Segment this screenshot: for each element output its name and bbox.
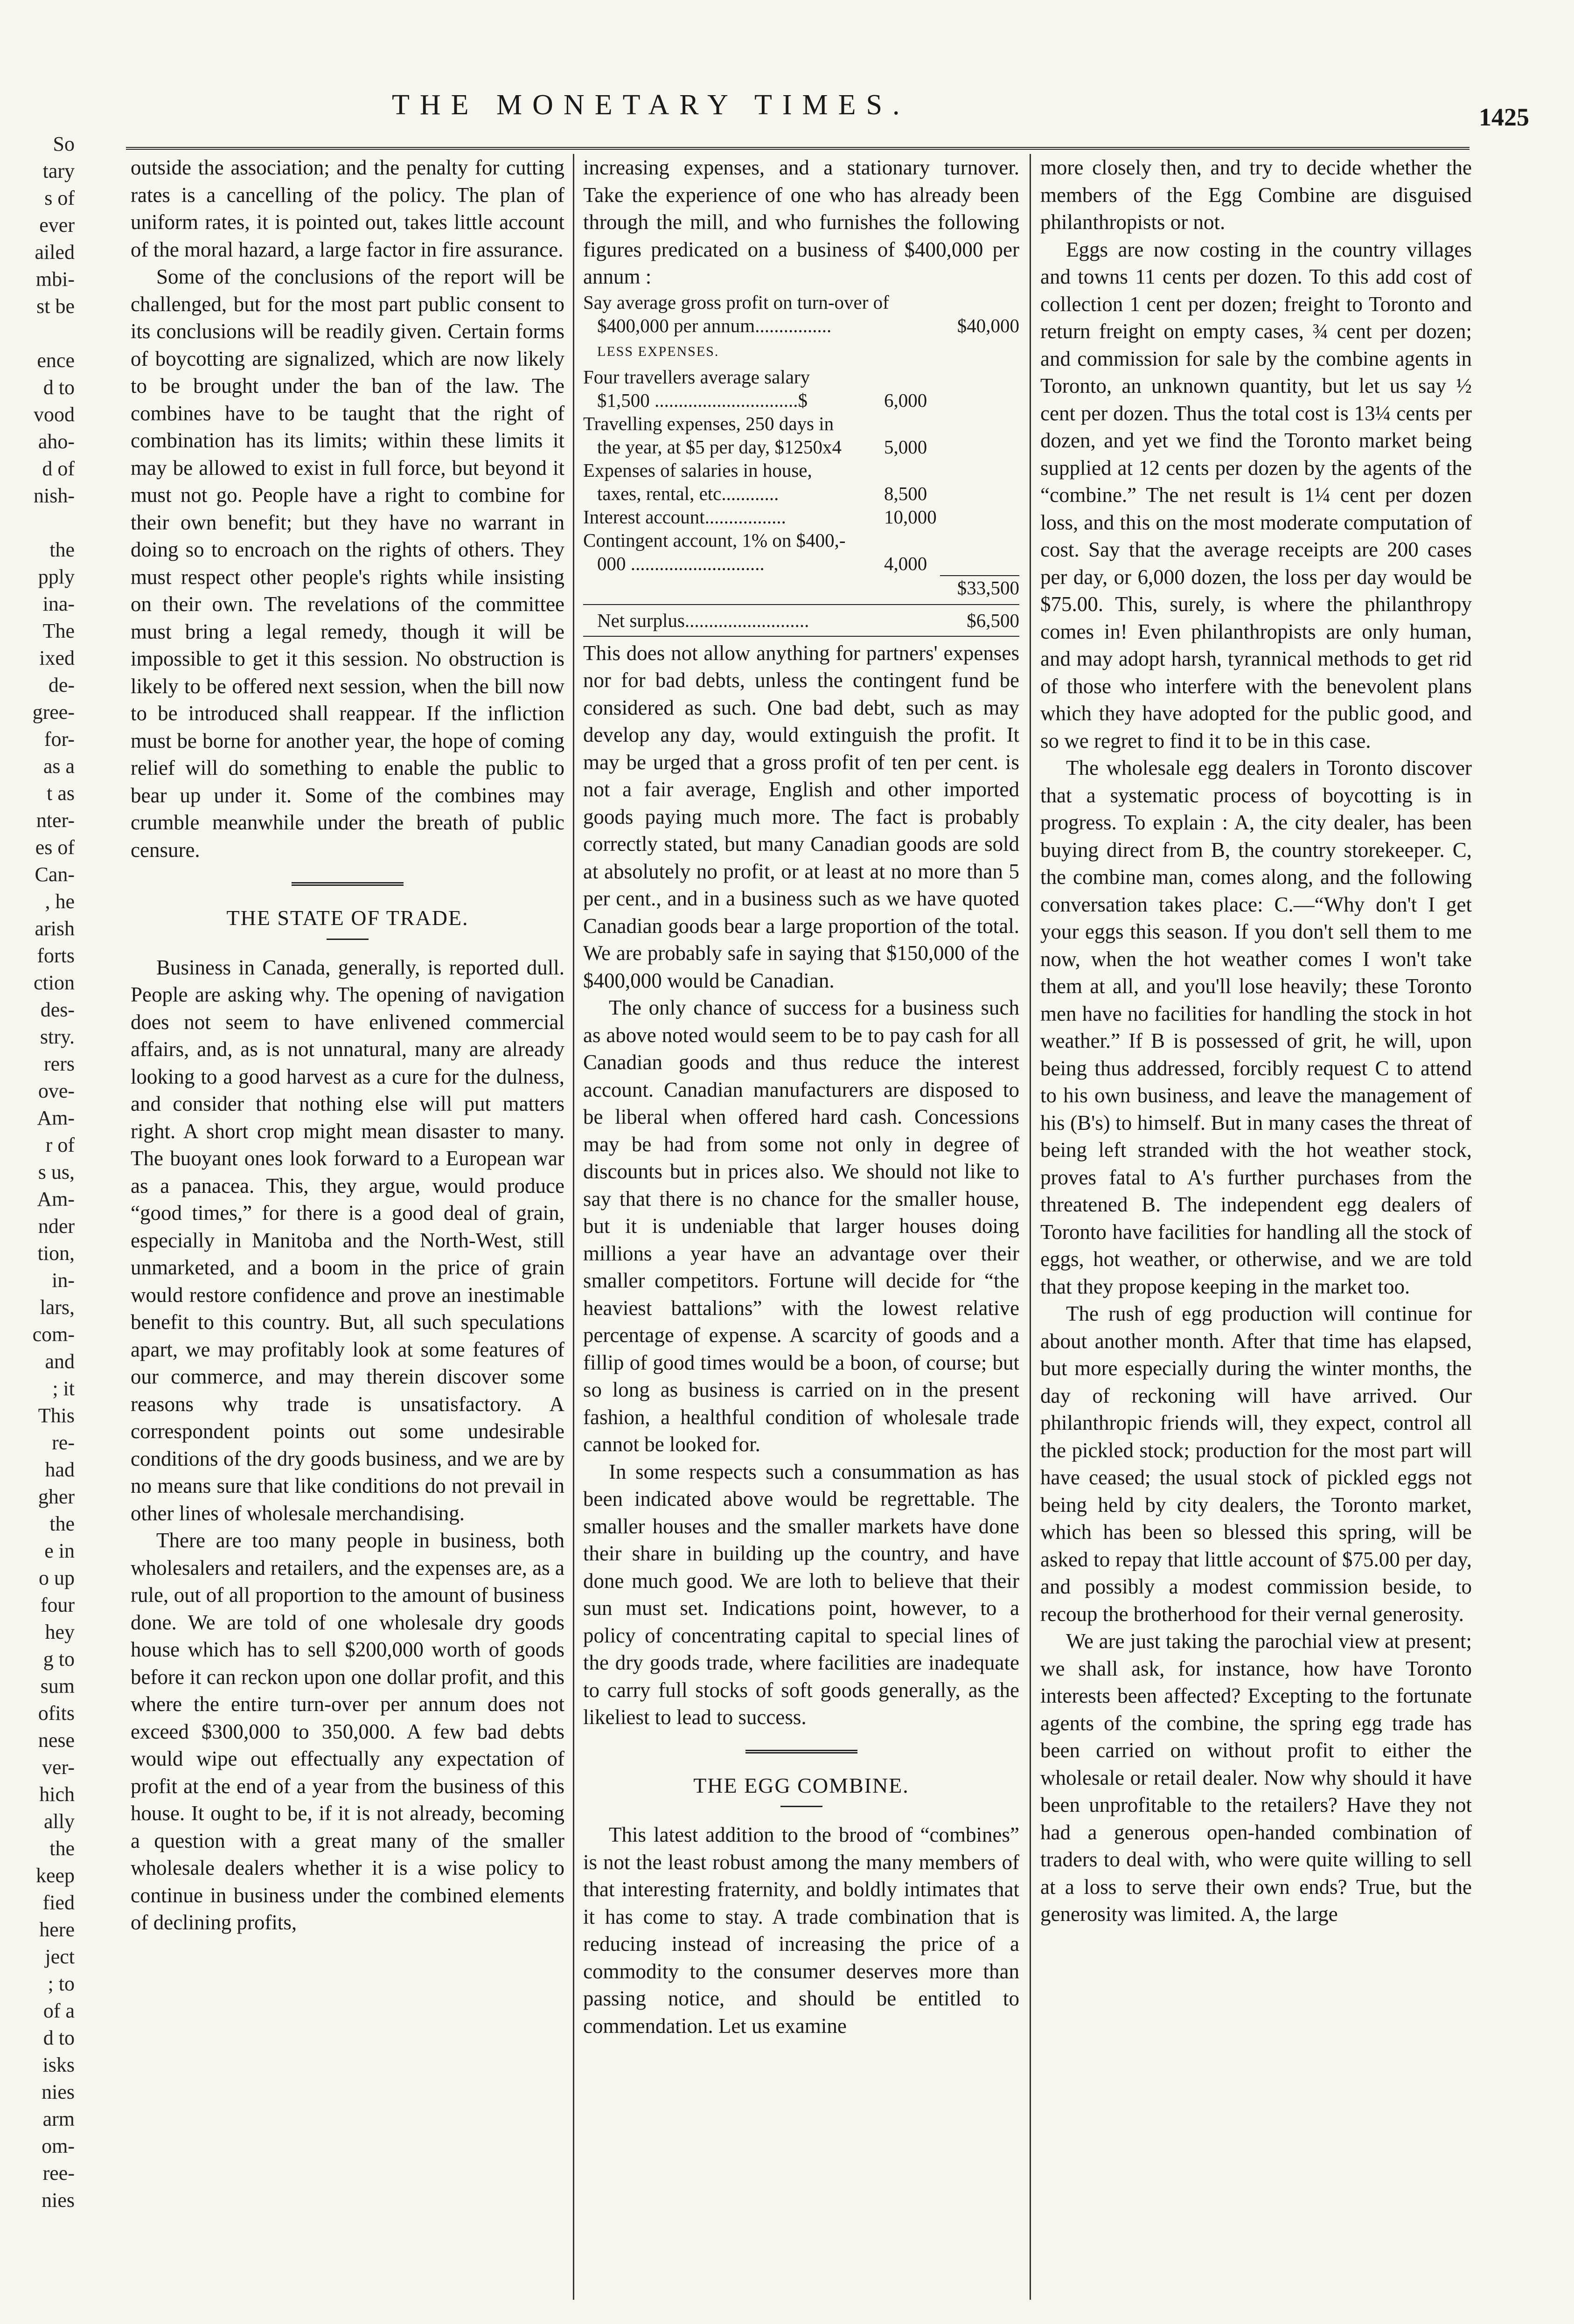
margin-fragment: of a bbox=[43, 1999, 75, 2022]
margin-fragment: Am- bbox=[37, 1188, 75, 1211]
margin-fragment bbox=[0, 320, 75, 347]
acct-row: $1,500 ..............................$ 6,000 bbox=[597, 389, 927, 411]
margin-fragment: pply bbox=[38, 565, 75, 588]
paragraph: more closely then, and try to decide whether the members of the Egg Combine are disguised philanthropists or not. bbox=[1040, 156, 1472, 234]
margin-fragment: com- bbox=[32, 1323, 75, 1346]
margin-fragment: d to bbox=[43, 376, 75, 399]
margin-fragment: r of bbox=[45, 1134, 75, 1156]
margin-fragment: forts bbox=[37, 944, 75, 967]
margin-fragment: mbi- bbox=[35, 268, 75, 291]
accounts-table bbox=[583, 291, 1019, 637]
heading-underline bbox=[327, 939, 369, 940]
margin-fragment: g to bbox=[43, 1648, 75, 1670]
margin-fragment: ction bbox=[34, 971, 75, 994]
margin-fragment: nder bbox=[38, 1215, 75, 1238]
margin-fragment: gree- bbox=[32, 701, 75, 724]
margin-fragment: d of bbox=[42, 457, 75, 480]
margin-fragment: st be bbox=[36, 295, 75, 318]
margin-fragment: nese bbox=[38, 1729, 75, 1752]
margin-fragment: nter- bbox=[36, 809, 75, 832]
margin-fragment: ove- bbox=[38, 1079, 75, 1102]
margin-fragment: ject bbox=[45, 1945, 75, 1968]
margin-fragment: Can- bbox=[35, 863, 75, 886]
acct-line: Travelling expenses, 250 days in bbox=[583, 412, 834, 434]
margin-fragment: as a bbox=[43, 755, 75, 778]
section-heading-state-of-trade: THE STATE OF TRADE. bbox=[226, 906, 469, 930]
margin-fragment: arm bbox=[42, 2108, 75, 2130]
margin-fragment: ixed bbox=[39, 647, 75, 669]
margin-fragment: o up bbox=[39, 1566, 75, 1589]
margin-fragment: rers bbox=[44, 1052, 75, 1075]
column-2 bbox=[583, 154, 1019, 2039]
margin-fragment: hich bbox=[39, 1783, 75, 1806]
margin-fragment: The bbox=[42, 619, 75, 642]
page-number: 1425 bbox=[1479, 103, 1529, 131]
acct-row: $33,500 bbox=[957, 577, 1019, 598]
margin-fragment: tary bbox=[42, 160, 75, 182]
acct-row: $400,000 per annum................ $40,000 bbox=[597, 314, 1019, 336]
margin-fragment: de- bbox=[48, 674, 75, 696]
acct-row: taxes, rental, etc............ 8,500 bbox=[597, 482, 927, 504]
margin-fragment: lars, bbox=[40, 1296, 75, 1319]
margin-fragment: nies bbox=[42, 2080, 75, 2103]
left-margin-fragments bbox=[0, 131, 75, 2214]
margin-fragment: t as bbox=[47, 782, 75, 805]
column-1 bbox=[131, 154, 564, 1936]
heading-underline bbox=[780, 1806, 822, 1807]
margin-fragment: nish- bbox=[34, 484, 75, 507]
acct-row: Interest account................. 10,000 bbox=[583, 506, 937, 528]
paragraph: Some of the conclusions of the report will be challenged, but for the most part public consent to its conclusions will be readily given. Certain forms of boycotting are signalized, which are now likely to be brought under the ban of the law. The combines have to be taught that the right of combination has its limits; within these limits it may be allowed to exist in full force, but beyond it must not go. People have a right to combine for their own benefit; but they have no warrant in doing so to encroach on the rights of others. They must respect other people's rights while insisting on their own. The revelations of the committee must bring a legal remedy, though it will be impossible to get it this session. No obstruction is likely to be offered next session, when the bill now to be introduced shall reappear. If the infliction must be borne for another year, the hope of coming relief will do something to enable the public to bear up under it. Some of the combines may crumble meanwhile under the breath of public censure. bbox=[131, 265, 564, 862]
margin-fragment: the bbox=[49, 538, 75, 561]
margin-fragment: had bbox=[45, 1458, 75, 1481]
paragraph: outside the association; and the penalty for cutting rates is a cancelling of the policy. The plan of uniform rates, it is pointed out, takes little account of the moral hazard, a large factor in fire assurance. bbox=[131, 156, 564, 261]
acct-subheading: LESS EXPENSES. bbox=[597, 343, 719, 359]
margin-fragment: d to bbox=[43, 2026, 75, 2049]
margin-fragment: ; to bbox=[48, 1972, 75, 1995]
margin-fragment: ofits bbox=[38, 1702, 75, 1725]
acct-line: Say average gross profit on turn-over of bbox=[583, 291, 889, 313]
column-rule-2 bbox=[1030, 154, 1031, 2300]
acct-row: the year, at $5 per day, $1250x4 5,000 bbox=[597, 436, 927, 458]
margin-fragment: stry. bbox=[40, 1025, 75, 1048]
margin-fragment: isks bbox=[42, 2053, 75, 2076]
acct-line: Contingent account, 1% on $400,- bbox=[583, 529, 846, 551]
acct-total-rule bbox=[583, 636, 1019, 637]
margin-fragment: des- bbox=[40, 998, 75, 1021]
margin-fragment: arish bbox=[35, 917, 75, 940]
margin-fragment: nies bbox=[42, 2189, 75, 2212]
margin-fragment bbox=[0, 509, 75, 536]
acct-line: Four travellers average salary bbox=[583, 366, 810, 388]
margin-fragment: ever bbox=[39, 214, 75, 237]
acct-line: Expenses of salaries in house, bbox=[583, 459, 812, 481]
paragraph: Business in Canada, generally, is reported dull. People are asking why. The opening of navigation does not seem to have enlivened commercial affairs, and, as is not unnatural, many are already looking to a good harvest as a cure for the dulness, and consider that nothing else will put matters right. A short crop might mean disaster to many. The buoyant ones look forward to a European war as a panacea. This, they argue, would produce “good times,” for there is a good deal of grain, especially in Manitoba and the North-West, still unmarketed, and a boom in the price of grain would restore confidence and prove an inestimable benefit to this country. But, all such speculations apart, we may profitably look at some features of our commerce, and may therein discover some reasons why trade is unsatisfactory. A correspondent points out some undesirable conditions of the dry goods business, and we are by no means sure that like conditions do not prevail in other lines of wholesale merchandising. bbox=[131, 955, 564, 1525]
margin-fragment: e in bbox=[44, 1539, 75, 1562]
margin-fragment: in- bbox=[52, 1269, 75, 1292]
margin-fragment: four bbox=[40, 1593, 75, 1616]
margin-fragment: tion, bbox=[37, 1242, 75, 1265]
section-rule bbox=[292, 882, 404, 886]
masthead: THE MONETARY TIMES. bbox=[392, 89, 910, 121]
margin-fragment: re- bbox=[52, 1431, 75, 1454]
margin-fragment: This bbox=[38, 1404, 75, 1427]
acct-row: 000 ............................ 4,000 bbox=[597, 552, 927, 574]
paragraph: The rush of egg production will continue for about another month. After that time has elapsed, but more especially during the winter months, the day of reckoning will have arrived. Our philanthropic friends will, they expect, control all the pickled stock; production for the most part will have ceased; the usual stock of pickled eggs not being held by city dealers, the Toronto market, which has been so blessed this spring, will be asked to repay that little account of $75.00 per day, and possibly a modest commission beside, to recoup the brotherhood for their vernal generosity. bbox=[1040, 1302, 1472, 1626]
acct-row: Net surplus.......................... $6,500 bbox=[597, 609, 1019, 631]
margin-fragment: ree- bbox=[42, 2162, 75, 2185]
margin-fragment: for- bbox=[44, 728, 75, 751]
paragraph: There are too many people in business, both wholesalers and retailers, and the expenses are, as a rule, out of all proportion to the amount of business done. We are told of one wholesale dry goods house which has to sell $200,000 worth of goods before it can reckon upon one dollar profit, and this where the entire turn-over per annum does not exceed $300,000 to 350,000. A few bad debts would wipe out effectually any expectation of profit at the end of a year from the business of this house. It ought to be, if it is not already, becoming a question with a great many of the smaller wholesale dealers whether it is a wise policy to continue in business under the combined elements of declining profits, bbox=[131, 1529, 564, 1934]
margin-fragment: om- bbox=[42, 2135, 75, 2157]
margin-fragment: , he bbox=[45, 890, 75, 913]
margin-fragment: Am- bbox=[37, 1106, 75, 1129]
paragraph: In some respects such a consummation as has been indicated above would be regrettable. The smaller houses and the smaller markets have done their share in building up the country, and have done much good. We are loth to believe that their sun must set. Indications point, however, to a policy of concentrating capital to special lines of the dry goods trade, where facilities are inadequate to carry full stocks of soft goods generally, as the likeliest to lead to success. bbox=[583, 1460, 1019, 1729]
paragraph: The wholesale egg dealers in Toronto discover that a systematic process of boycotting is in progress. To explain : A, the city dealer, has been buying direct from B, the country storekeeper. C, the combine man, comes along, and the following conversation takes place: C.—“Why don't I get your eggs this season. If you don't sell them to me now, when the hot weather comes I won't take them at all, and you'll lose heavily; these Toronto men have no facilities for handling the stock in hot weather.” If B is possessed of grit, he will, upon being thus addressed, forcibly request C to attend to his own business, and leave the management of his (B's) to himself. But in many cases the threat of being left stranded with the hot weather stock, proves fatal to A's further purchases from the threatened B. The independent egg dealers of Toronto have facilities for handling all the stock of eggs, hot weather, or otherwise, and we are told that they propose keeping in the market too. bbox=[1040, 756, 1472, 1298]
paragraph: increasing expenses, and a stationary turnover. Take the experience of one who has already been through the mill, and who furnishes the following figures predicated on a business of $400,000 per annum : bbox=[583, 156, 1019, 288]
top-rule bbox=[126, 147, 1470, 150]
margin-fragment: keep bbox=[35, 1864, 75, 1887]
margin-fragment: ence bbox=[37, 349, 75, 372]
margin-fragment: and bbox=[45, 1350, 75, 1373]
margin-fragment: the bbox=[49, 1512, 75, 1535]
column-3 bbox=[1040, 154, 1472, 1928]
margin-fragment: ailed bbox=[35, 241, 75, 264]
margin-fragment: So bbox=[53, 132, 75, 155]
margin-fragment: fied bbox=[42, 1891, 75, 1914]
margin-fragment: s of bbox=[44, 187, 75, 209]
margin-fragment: here bbox=[39, 1918, 75, 1941]
paragraph: This does not allow anything for partners' expenses nor for bad debts, unless the contingent fund be considered as such. One bad debt, such as may develop any day, would extinguish the profit. It may be urged that a gross profit of ten per cent. is not a fair average, English and other imported goods paying much more. The fact is probably correctly stated, but many Canadian goods are sold at absolutely no profit, or at least at no more than 5 per cent., and in a business such as we have quoted Canadian goods bear a large proportion of the total. We are probably safe in saying that $150,000 of the $400,000 would be Canadian. bbox=[583, 641, 1019, 992]
margin-fragment: ally bbox=[44, 1810, 75, 1833]
margin-fragment: es of bbox=[35, 836, 75, 859]
margin-fragment: ; it bbox=[52, 1377, 75, 1400]
acct-total-rule bbox=[583, 604, 1019, 605]
margin-fragment: ver- bbox=[42, 1756, 75, 1779]
paragraph: The only chance of success for a business such as above noted would seem to be to pay cash for all Canadian goods and thus reduce the interest account. Canadian manufacturers are disposed to be liberal when offered hard cash. Concessions may be had from some not only in degree of discounts but in prices also. We should not like to say that there is no chance for the smaller house, but it is undeniable that larger houses doing millions a year have an advantage over their smaller competitors. Fortune will decide for “the heaviest battalions” with the lowest relative percentage of expense. A scarcity of goods and a fillip of good times would be a boon, of course; but so long as business is carried on in the present fashion, a healthful condition of wholesale trade cannot be looked for. bbox=[583, 996, 1019, 1456]
margin-fragment: sum bbox=[40, 1675, 75, 1698]
margin-fragment: ina- bbox=[42, 592, 75, 615]
section-heading-egg-combine: THE EGG COMBINE. bbox=[693, 1773, 909, 1797]
paragraph: This latest addition to the brood of “combines” is not the least robust among the many members of that interesting fraternity, and boldly intimates that it has come to stay. A trade combination that is reducing instead of increasing the price of a commodity to the consumer deserves more than passing notice, and should be entitled to commendation. Let us examine bbox=[583, 1823, 1019, 2038]
section-rule bbox=[745, 1750, 857, 1753]
margin-fragment: s us, bbox=[38, 1161, 75, 1183]
paragraph: We are just taking the parochial view at present; we shall ask, for instance, how have Toronto interests been affected? Excepting to the fortunate agents of the combine, the spring egg trade has been carried on without profit to either the wholesale or retail dealer. Now why should it have been unprofitable to the retailers? Have they not had a generous open-handed combination of traders to deal with, who were quite willing to sell at a loss to serve their own ends? True, but the generosity was limited. A, the large bbox=[1040, 1629, 1472, 1926]
margin-fragment: aho- bbox=[38, 430, 75, 453]
paragraph: Eggs are now costing in the country villages and towns 11 cents per dozen. To this add cost of collection 1 cent per dozen; freight to Toronto and return freight on empty cases, ¾ cent per dozen; and commission for sale by the combine agents in Toronto, an unknown quantity, but let us say ½ cent per dozen. Thus the total cost is 13¼ cents per dozen, and yet we find the Toronto market being supplied at 12 cents per dozen by the agents of the “combine.” The net result is 1¼ cent per dozen loss, and this on the most moderate computation of cost. Say that the average receipts are 200 cases per day, or 6,000 dozen, the loss per day would be $75.00. This, surely, is where the philanthropy comes in! Even philanthropists are only human, and may adopt harsh, tyrannical methods to get rid of those who interfere with the benevolent plans which they have adopted for the public good, and so we regret to find it to be in this case. bbox=[1040, 237, 1472, 752]
margin-fragment: the bbox=[49, 1837, 75, 1860]
margin-fragment: hey bbox=[45, 1621, 75, 1643]
margin-fragment: vood bbox=[34, 403, 75, 426]
column-rule-1 bbox=[573, 154, 574, 2300]
margin-fragment: gher bbox=[38, 1485, 75, 1508]
